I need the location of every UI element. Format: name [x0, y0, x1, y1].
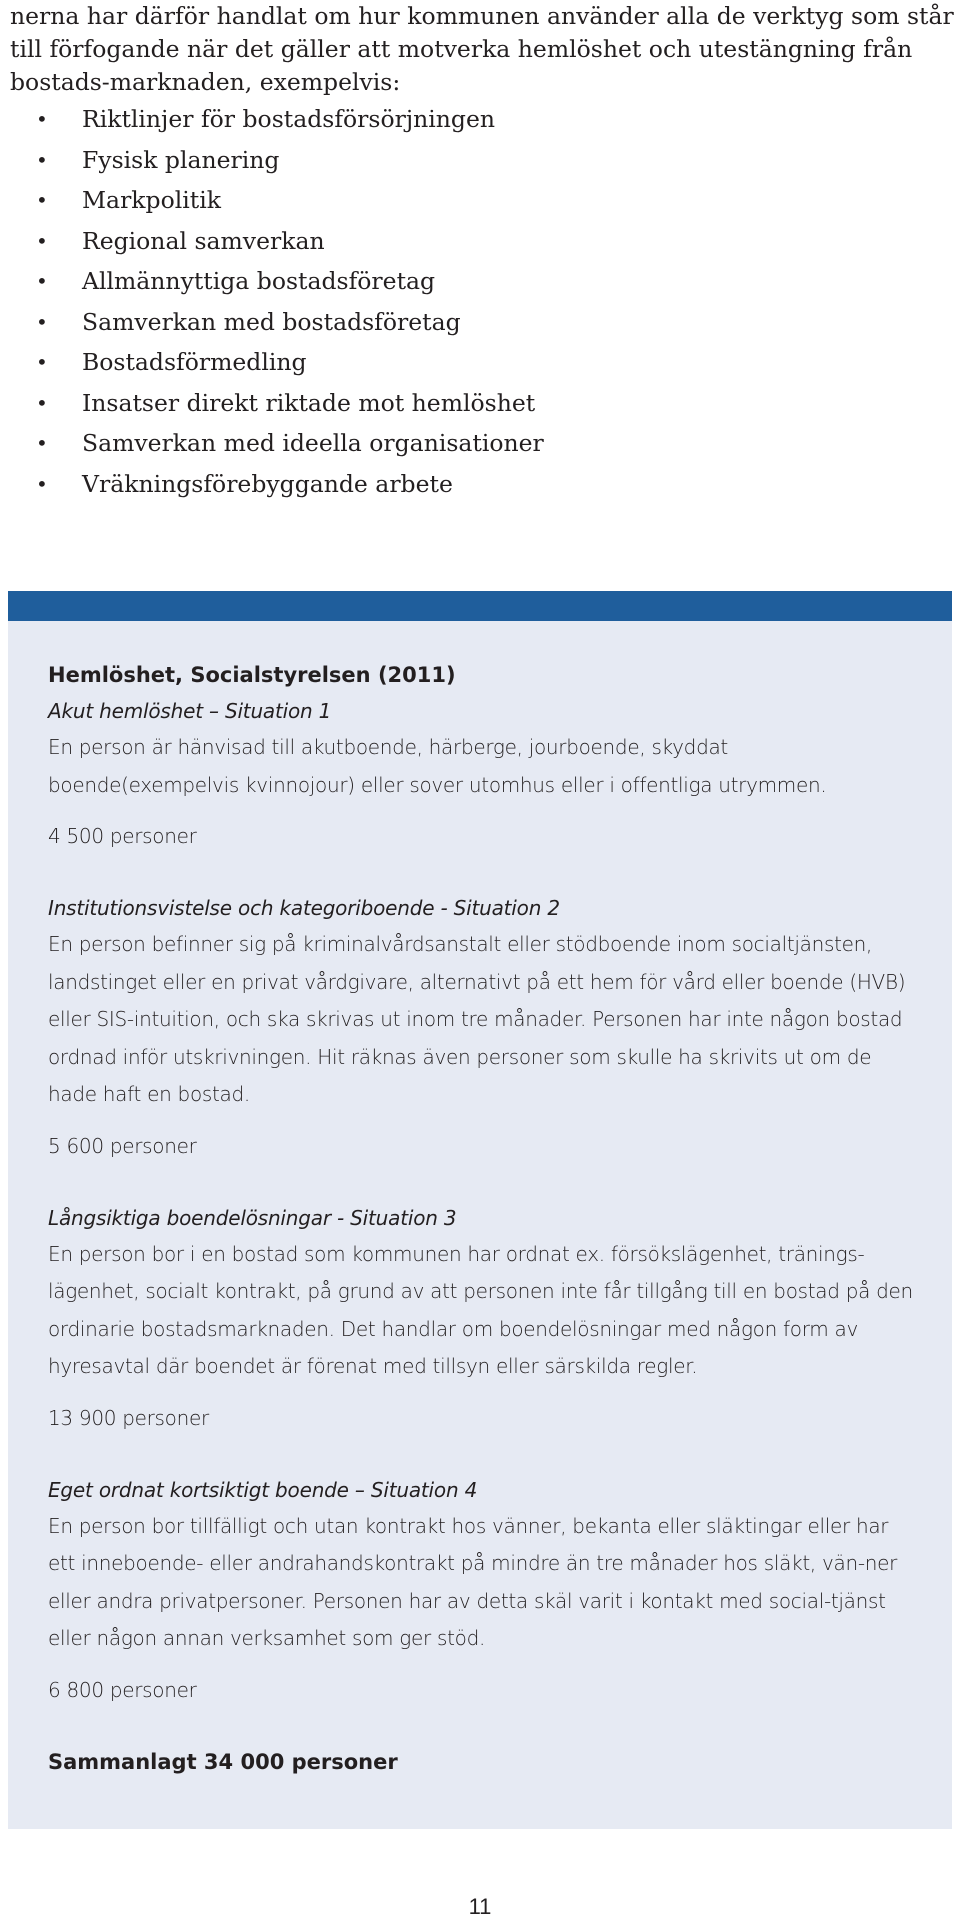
list-item: [10, 383, 955, 424]
situation-count: 4 500 personer: [48, 824, 197, 848]
list-item: [10, 464, 955, 505]
list-item: [10, 99, 955, 140]
situation-section: [48, 693, 914, 854]
situation-description: En person bor i en bostad som kommunen har ordnat ex. försökslägenhet, tränings-lägenhet, socialt kontrakt, på grund av att personen inte får tillgång till en bostad på den ordinarie bostadsmarknaden. Det handlar om boendelösningar med någon form av hyresavtal där boendet är förenat med tillsyn eller särskilda regler.: [48, 1241, 913, 1378]
bullet-icon: •: [36, 471, 48, 496]
list-item: [10, 423, 955, 464]
page-number: 11: [468, 1894, 492, 1919]
bullet-icon: •: [36, 431, 48, 455]
bullet-icon: •: [36, 188, 48, 212]
situation-title: Institutionsvistelse och kategoriboende - Situation 2: [48, 896, 560, 920]
situation-title: Långsiktiga boendelösningar - Situation 3: [48, 1205, 457, 1230]
bullet-icon: •: [36, 350, 48, 374]
list-item-label: Insatser direkt riktade mot hemlöshet: [82, 388, 536, 417]
situation-count: 13 900 personer: [48, 1405, 209, 1430]
tools-list: [10, 99, 955, 504]
list-item-label: Riktlinjer för bostadsförsörjningen: [82, 105, 495, 133]
bullet-icon: •: [36, 309, 48, 334]
situation-section: [48, 1200, 914, 1436]
situation-count: 5 600 personer: [48, 1133, 197, 1158]
fact-box-title: Hemlöshet, Socialstyrelsen (2011): [48, 663, 456, 687]
list-item: [10, 140, 955, 181]
situation-section: [48, 1472, 914, 1708]
situation-title: Eget ordnat kortsiktigt boende – Situation 4: [48, 1477, 478, 1502]
list-item: [10, 180, 955, 221]
list-item-label: Fysisk planering: [82, 145, 280, 174]
situation-description: En person befinner sig på kriminalvårdsanstalt eller stödboende inom socialtjänsten, landstinget eller en privat vårdgivare, alternativt på ett hem för vård eller boende (HVB) eller SIS-intuition, och ska skrivas ut inom tre månader. Personen har inte någon bostad ordnad inför utskrivningen. Hit räknas även personer som skulle ha skrivits ut om de hade haft en bostad.: [48, 932, 906, 1106]
list-item: [10, 261, 955, 302]
situation-description: En person bor tillfälligt och utan kontrakt hos vänner, bekanta eller släktingar eller har ett inneboende- eller andrahandskontrakt på mindre än tre månader hos släkt, vän-ner eller andra privatpersoner. Personen har av detta skäl varit i kontakt med social-tjänst eller någon annan verksamhet som ger stöd.: [48, 1513, 898, 1650]
list-item-label: Regional samverkan: [82, 226, 325, 255]
list-item-label: Allmännyttiga bostadsföretag: [82, 267, 436, 295]
list-item-label: Samverkan med ideella organisationer: [82, 429, 544, 457]
list-item-label: Bostadsförmedling: [82, 348, 307, 376]
bullet-icon: •: [36, 390, 48, 415]
list-item: [10, 221, 955, 262]
list-item-label: Markpolitik: [82, 186, 221, 214]
intro-section: [10, 0, 955, 504]
list-item-label: Samverkan med bostadsföretag: [82, 307, 461, 336]
list-item: [10, 302, 955, 343]
fact-box: [8, 621, 952, 1829]
list-item: [10, 342, 955, 383]
list-item-label: Vräkningsförebyggande arbete: [82, 469, 453, 498]
total-count: Sammanlagt 34 000 personer: [48, 1749, 398, 1774]
situation-section: [48, 890, 914, 1164]
situation-count: 6 800 personer: [48, 1677, 197, 1702]
situation-description: En person är hänvisad till akutboende, härberge, jourboende, skyddat boende(exempelvis kvinnojour) eller sover utomhus eller i offentliga utrymmen.: [48, 735, 827, 797]
bullet-icon: •: [36, 147, 48, 172]
situation-title: Akut hemlöshet – Situation 1: [48, 699, 332, 723]
fact-box-header-bar: [8, 591, 952, 621]
bullet-icon: •: [36, 269, 48, 293]
bullet-icon: •: [36, 228, 48, 253]
bullet-icon: •: [36, 107, 48, 131]
intro-paragraph: nerna har därför handlat om hur kommunen använder alla de verktyg som står till förfogande när det gäller att motverka hemlöshet och utestängning från bostads-marknaden, exempelvis:: [10, 2, 954, 96]
